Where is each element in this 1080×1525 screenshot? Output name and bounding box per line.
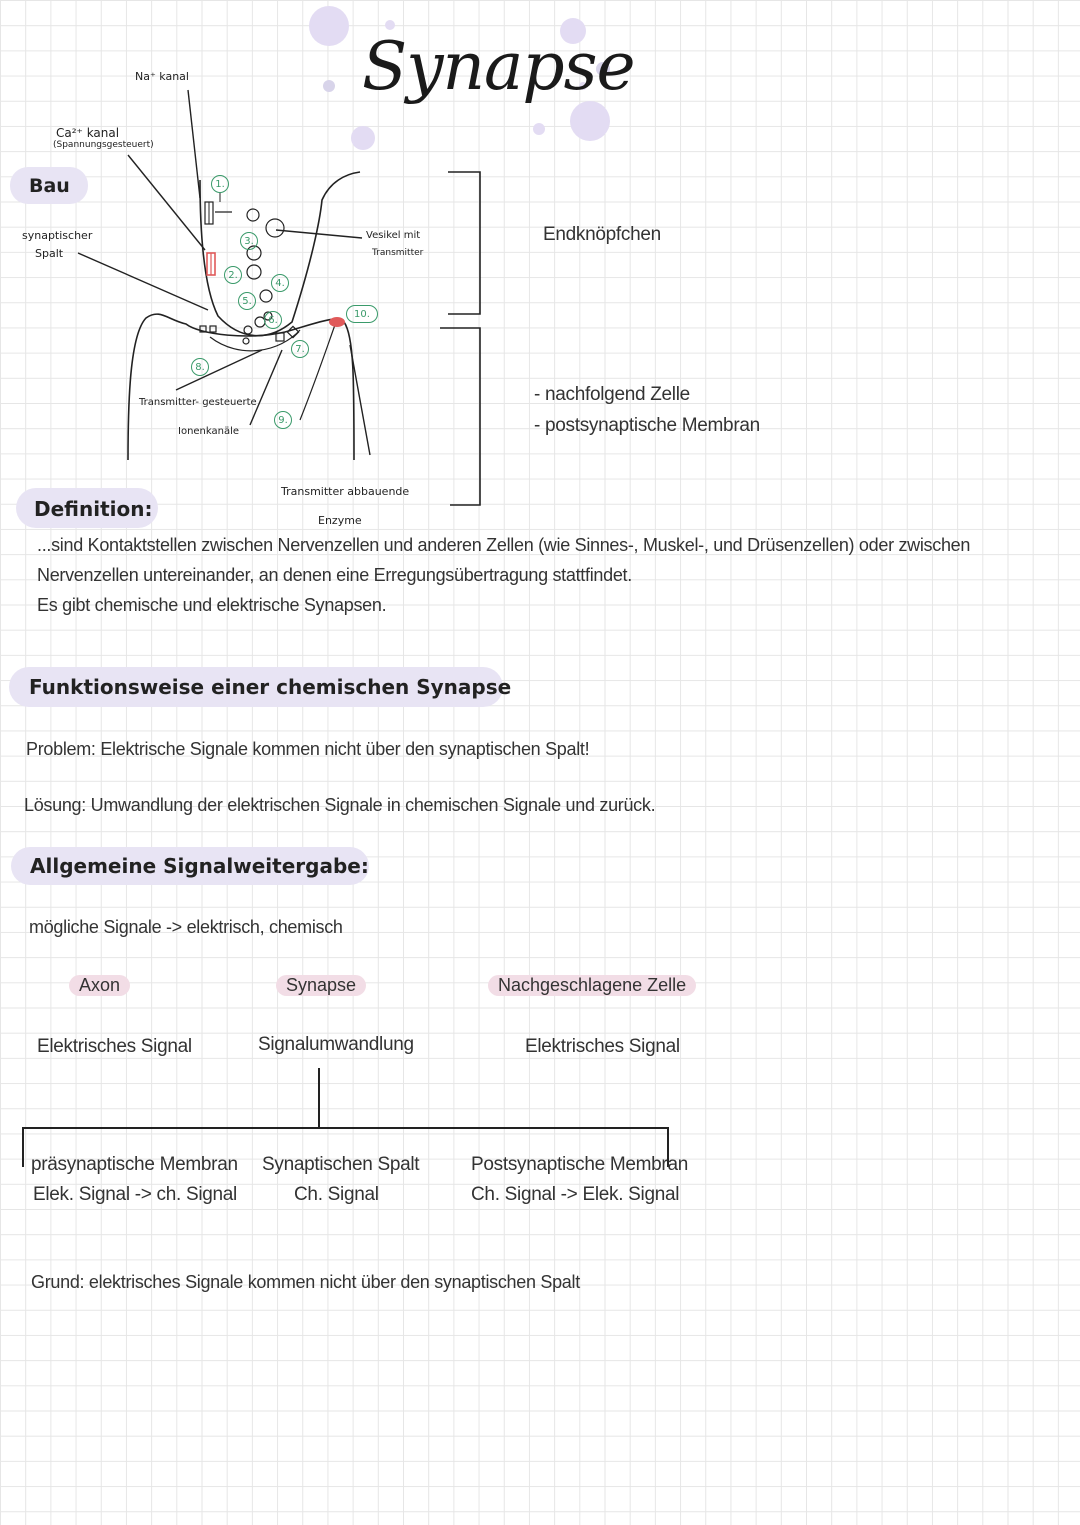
side-nachfolgend: - nachfolgend Zelle — [534, 384, 690, 405]
tree-bar — [22, 1127, 669, 1129]
marker-3: 3. — [240, 232, 258, 250]
definition-line-3: Es gibt chemische und elektrische Synapsen. — [37, 595, 387, 615]
grund-text: Grund: elektrisches Signale kommen nicht über den synaptischen Spalt — [31, 1272, 580, 1292]
moegliche-signale: mögliche Signale -> elektrisch, chemisch — [29, 917, 343, 937]
branch3-line-2: Ch. Signal -> Elek. Signal — [471, 1184, 680, 1205]
branch1-line-2: Elek. Signal -> ch. Signal — [33, 1184, 237, 1205]
page-title: Synapse — [362, 28, 635, 105]
label-enzyme-2: Enzyme — [318, 514, 362, 527]
definition-line-1: ...sind Kontaktstellen zwischen Nervenzellen und anderen Zellen (wie Sinnes-, Muskel-, und Drüsenzellen) oder zwischen — [37, 535, 971, 555]
marker-1: 1. — [211, 175, 229, 193]
signal-heading: Allgemeine Signalweitergabe: — [11, 847, 369, 885]
marker-2: 2. — [224, 266, 242, 284]
marker-8: 8. — [191, 358, 209, 376]
branch2-line-1: Synaptischen Spalt — [262, 1154, 420, 1175]
tag-synapse: Synapse — [276, 975, 366, 996]
label-spalt-2: Spalt — [35, 247, 64, 260]
bau-heading: Bau — [10, 167, 88, 204]
col1-text: Elektrisches Signal — [37, 1036, 192, 1057]
tag-axon: Axon — [69, 975, 130, 996]
label-ca-kanal: Ca²⁺ kanal — [56, 126, 120, 140]
branch3-line-1: Postsynaptische Membran — [471, 1154, 688, 1175]
label-vesikel-1: Vesikel mit — [366, 230, 421, 241]
marker-6: 6. — [264, 311, 282, 329]
label-ionenkanaele: Ionenkanäle — [178, 426, 240, 437]
problem-text: Problem: Elektrische Signale kommen nicht über den synaptischen Spalt! — [26, 739, 590, 759]
label-na-kanal: Na⁺ kanal — [135, 70, 189, 83]
label-vesikel-2: Transmitter — [372, 248, 424, 258]
tree-left-end — [22, 1127, 24, 1167]
funktion-heading: Funktionsweise einer chemischen Synapse — [9, 667, 503, 707]
tag-nachgeschlagene-zelle: Nachgeschlagene Zelle — [488, 975, 696, 996]
marker-4: 4. — [271, 274, 289, 292]
side-postsynaptisch: - postsynaptische Membran — [534, 415, 760, 436]
label-transmitter-ctrl: Transmitter- gesteuerte — [139, 397, 257, 408]
branch1-line-1: präsynaptische Membran — [31, 1154, 238, 1175]
label-ca-sub: (Spannungsgesteuert) — [53, 140, 154, 150]
marker-5: 5. — [238, 292, 256, 310]
marker-9: 9. — [274, 411, 292, 429]
side-endknoepfchen: Endknöpfchen — [543, 224, 661, 245]
col2-text: Signalumwandlung — [258, 1034, 414, 1055]
col3-text: Elektrisches Signal — [525, 1036, 680, 1057]
marker-7: 7. — [291, 340, 309, 358]
label-enzyme-1: Transmitter abbauende — [281, 485, 410, 498]
tree-stem — [318, 1068, 320, 1128]
label-spalt-1: synaptischer — [22, 229, 93, 242]
definition-line-2: Nervenzellen untereinander, an denen eine Erregungsübertragung stattfindet. — [37, 565, 632, 585]
loesung-text: Lösung: Umwandlung der elektrischen Signale in chemischen Signale und zurück. — [24, 795, 656, 815]
definition-heading: Definition: — [16, 488, 158, 528]
branch2-line-2: Ch. Signal — [294, 1184, 379, 1205]
marker-10: 10. — [346, 305, 378, 323]
